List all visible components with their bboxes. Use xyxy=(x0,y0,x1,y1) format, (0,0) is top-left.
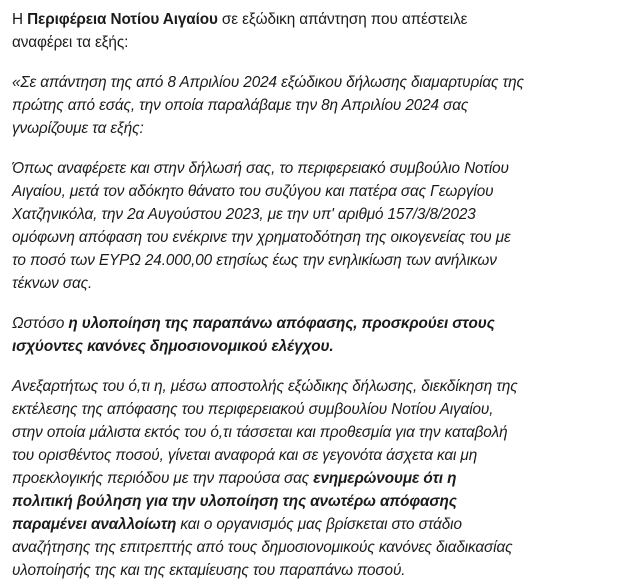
text-line xyxy=(12,536,620,559)
bold-text: παραμένει αναλλοίωτη xyxy=(12,516,177,533)
text-line xyxy=(12,559,620,582)
text-segment: αναζήτησης της επιτρεπτής από τους δημοσιονομικούς κανόνες διαδικασίας xyxy=(12,539,513,556)
text-segment: ομόφωνη απόφαση του ενέκρινε την χρηματοδότηση της οικογενείας του με xyxy=(12,229,511,246)
text-segment: Αιγαίου, μετά τον αδόκητο θάνατο του συζύγου και πατέρα σας Γεωργίου xyxy=(12,183,494,200)
text-line xyxy=(12,71,620,94)
text-line xyxy=(12,249,620,272)
text-segment: στην οποία μάλιστα εκτός του ό,τι τάσσεται και προθεσμία για την καταβολή xyxy=(12,424,508,441)
paragraph xyxy=(12,375,620,582)
text-segment: Όπως αναφέρετε και στην δήλωσή σας, το περιφερειακό συμβούλιο Νοτίου xyxy=(12,160,509,177)
text-line xyxy=(12,421,620,444)
text-line xyxy=(12,8,620,31)
text-line xyxy=(12,31,620,54)
bold-text: Περιφέρεια Νοτίου Αιγαίου xyxy=(27,11,218,28)
text-line xyxy=(12,312,620,335)
text-line xyxy=(12,203,620,226)
paragraph xyxy=(12,71,620,140)
text-segment: Ανεξαρτήτως του ό,τι η, μέσω αποστολής εξώδικης δήλωσης, διεκδίκηση της xyxy=(12,378,518,395)
text-segment: Χατζηνικόλα, την 2α Αυγούστου 2023, με την υπ' αριθμό 157/3/8/2023 xyxy=(12,206,476,223)
text-segment: του ορισθέντος ποσού, γίνεται αναφορά και σε γεγονότα άσχετα και μη xyxy=(12,447,478,464)
text-line xyxy=(12,444,620,467)
text-segment: Η xyxy=(12,11,28,28)
text-segment: γνωρίζουμε τα εξής: xyxy=(12,120,144,137)
text-line xyxy=(12,375,620,398)
paragraph xyxy=(12,157,620,295)
paragraph xyxy=(12,8,620,54)
text-segment: εκτέλεσης της απόφασης του περιφερειακού συμβουλίου Νοτίου Αιγαίου, xyxy=(12,401,494,418)
bold-text: ισχύοντες κανόνες δημοσιονομικού ελέγχου. xyxy=(12,338,334,355)
text-line xyxy=(12,513,620,536)
bold-text: πολιτική βούληση για την υλοποίηση της ανωτέρω απόφασης xyxy=(12,493,457,510)
text-segment: τέκνων σας. xyxy=(12,275,93,292)
text-segment: σε εξώδικη απάντηση που απέστειλε xyxy=(217,11,468,28)
text-line xyxy=(12,157,620,180)
text-line xyxy=(12,490,620,513)
text-segment: αναφέρει τα εξής: xyxy=(12,34,129,51)
text-line xyxy=(12,335,620,358)
text-segment: το ποσό των ΕΥΡΩ 24.000,00 ετησίως έως την ενηλικίωση των ανήλικων xyxy=(12,252,497,269)
text-segment: υλοποίησής της και της εκταμίευσης του παραπάνω ποσού. xyxy=(12,562,406,579)
paragraph xyxy=(12,312,620,358)
text-line xyxy=(12,398,620,421)
text-line xyxy=(12,467,620,490)
text-line xyxy=(12,180,620,203)
text-segment: «Σε απάντηση της από 8 Απριλίου 2024 εξώδικου δήλωσης διαμαρτυρίας της xyxy=(12,74,524,91)
text-line xyxy=(12,117,620,140)
text-segment: Ωστόσο xyxy=(12,315,69,332)
text-segment: και ο οργανισμός μας βρίσκεται στο στάδιο xyxy=(176,516,462,533)
text-segment: προεκλογικής περιόδου με την παρούσα σας xyxy=(12,470,314,487)
text-line xyxy=(12,226,620,249)
text-line xyxy=(12,272,620,295)
text-line xyxy=(12,94,620,117)
text-segment: πρώτης από εσάς, την οποία παραλάβαμε την 8η Απριλίου 2024 σας xyxy=(12,97,469,114)
bold-text: η υλοποίηση της παραπάνω απόφασης, προσκρούει στους xyxy=(68,315,495,332)
bold-text: ενημερώνουμε ότι η xyxy=(313,470,457,487)
